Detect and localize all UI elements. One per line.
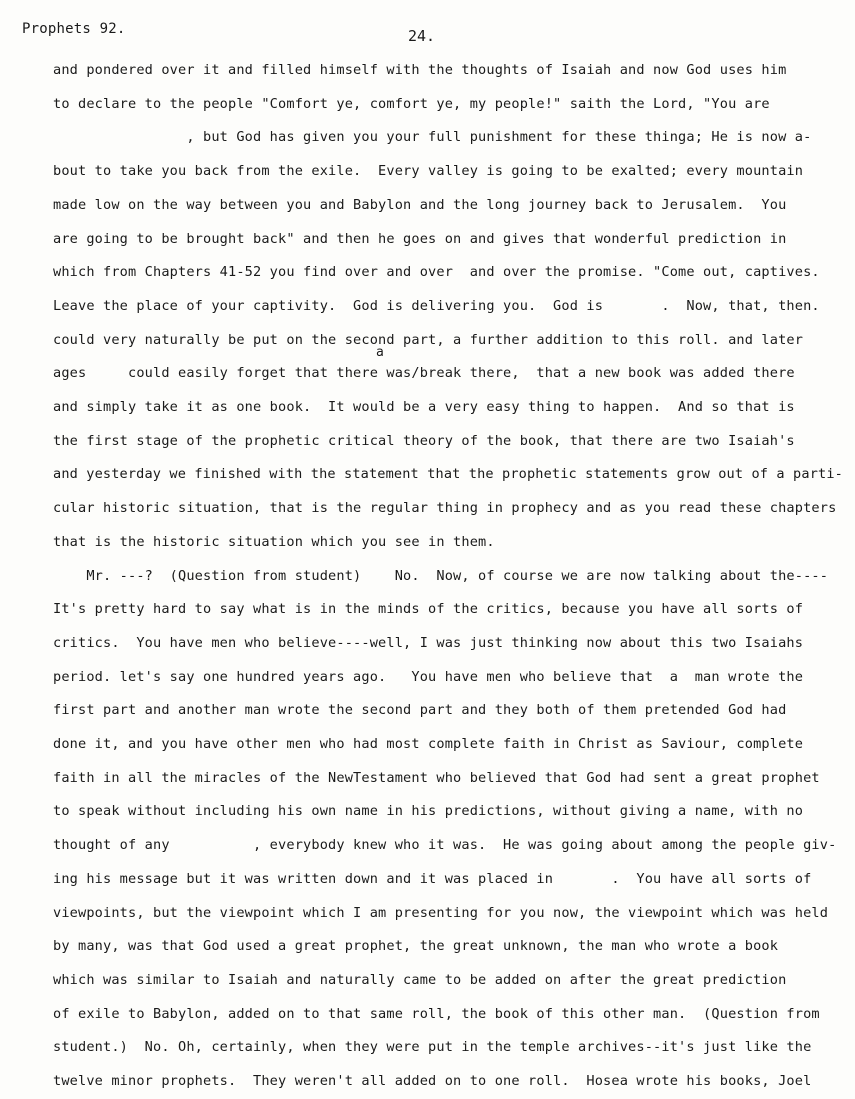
text-line: and simply take it as one book. It would be a very easy thing to happen. And so that is xyxy=(53,399,795,415)
page-number: 24. xyxy=(408,27,436,45)
text-line: ages could easily forget that there was/break there, that a new book was added there xyxy=(53,365,795,382)
text-line: bout to take you back from the exile. Every valley is going to be exalted; every mountain xyxy=(53,163,804,180)
text-line: done it, and you have other men who had most complete faith in Christ as Saviour, complete xyxy=(53,736,804,752)
text-line: student.) No. Oh, certainly, when they were put in the temple archives--it's just like the xyxy=(53,1039,812,1056)
text-line: and yesterday we finished with the statement that the prophetic statements grow out of a parti- xyxy=(53,466,843,483)
text-line: Leave the place of your captivity. God is delivering you. God is . Now, that, then. xyxy=(53,297,820,314)
text-line: are going to be brought back" and then he goes on and gives that wonderful prediction in xyxy=(53,230,787,247)
text-line: which was similar to Isaiah and naturally came to be added on after the great prediction xyxy=(53,971,787,988)
text-line: ing his message but it was written down and it was placed in . You have all sorts of xyxy=(53,870,812,887)
text-line: faith in all the miracles of the NewTestament who believed that God had sent a great prophet xyxy=(53,769,820,786)
text-line: cular historic situation, that is the regular thing in prophecy and as you read these chapters xyxy=(53,500,837,517)
text-line: twelve minor prophets. They weren't all added on to one roll. Hosea wrote his books, Joel xyxy=(53,1073,812,1089)
text-line: period. let's say one hundred years ago. You have men who believe that a man wrote the xyxy=(53,668,804,685)
text-line: Mr. ---? (Question from student) No. Now, of course we are now talking about the---- xyxy=(53,567,829,584)
document-header-label: Prophets 92. xyxy=(22,21,126,37)
text-line: It's pretty hard to say what is in the minds of the critics, because you have all sorts of xyxy=(53,601,804,618)
text-line: to speak without including his own name in his predictions, without giving a name, with no xyxy=(53,803,804,820)
text-line: made low on the way between you and Babylon and the long journey back to Jerusalem. You xyxy=(53,196,787,213)
text-line: could very naturally be put on the second part, a further addition to this roll. and later xyxy=(53,331,804,348)
text-line: of exile to Babylon, added on to that same roll, the book of this other man. (Question from xyxy=(53,1005,820,1022)
handwritten-insert-mark: a xyxy=(376,345,384,360)
text-line: the first stage of the prophetic critical theory of the book, that there are two Isaiah's xyxy=(53,432,795,449)
text-line: by many, was that God used a great prophet, the great unknown, the man who wrote a book xyxy=(53,938,779,955)
text-line: and pondered over it and filled himself with the thoughts of Isaiah and now God uses him xyxy=(53,62,787,78)
text-line: to declare to the people "Comfort ye, comfort ye, my people!" saith the Lord, "You are xyxy=(53,95,770,112)
text-line: first part and another man wrote the second part and they both of them pretended God had xyxy=(53,702,787,719)
text-line: thought of any , everybody knew who it was. He was going about among the people giv- xyxy=(53,837,837,854)
text-line: viewpoints, but the viewpoint which I am presenting for you now, the viewpoint which was held xyxy=(53,904,829,921)
text-line: critics. You have men who believe----well, I was just thinking now about this two Isaiahs xyxy=(53,634,804,651)
text-line: that is the historic situation which you see in them. xyxy=(53,533,495,550)
text-line: which from Chapters 41-52 you find over and over and over the promise. "Come out, captives. xyxy=(53,264,820,281)
text-line: , but God has given you your full punishment for these thinga; He is now a- xyxy=(53,129,812,146)
